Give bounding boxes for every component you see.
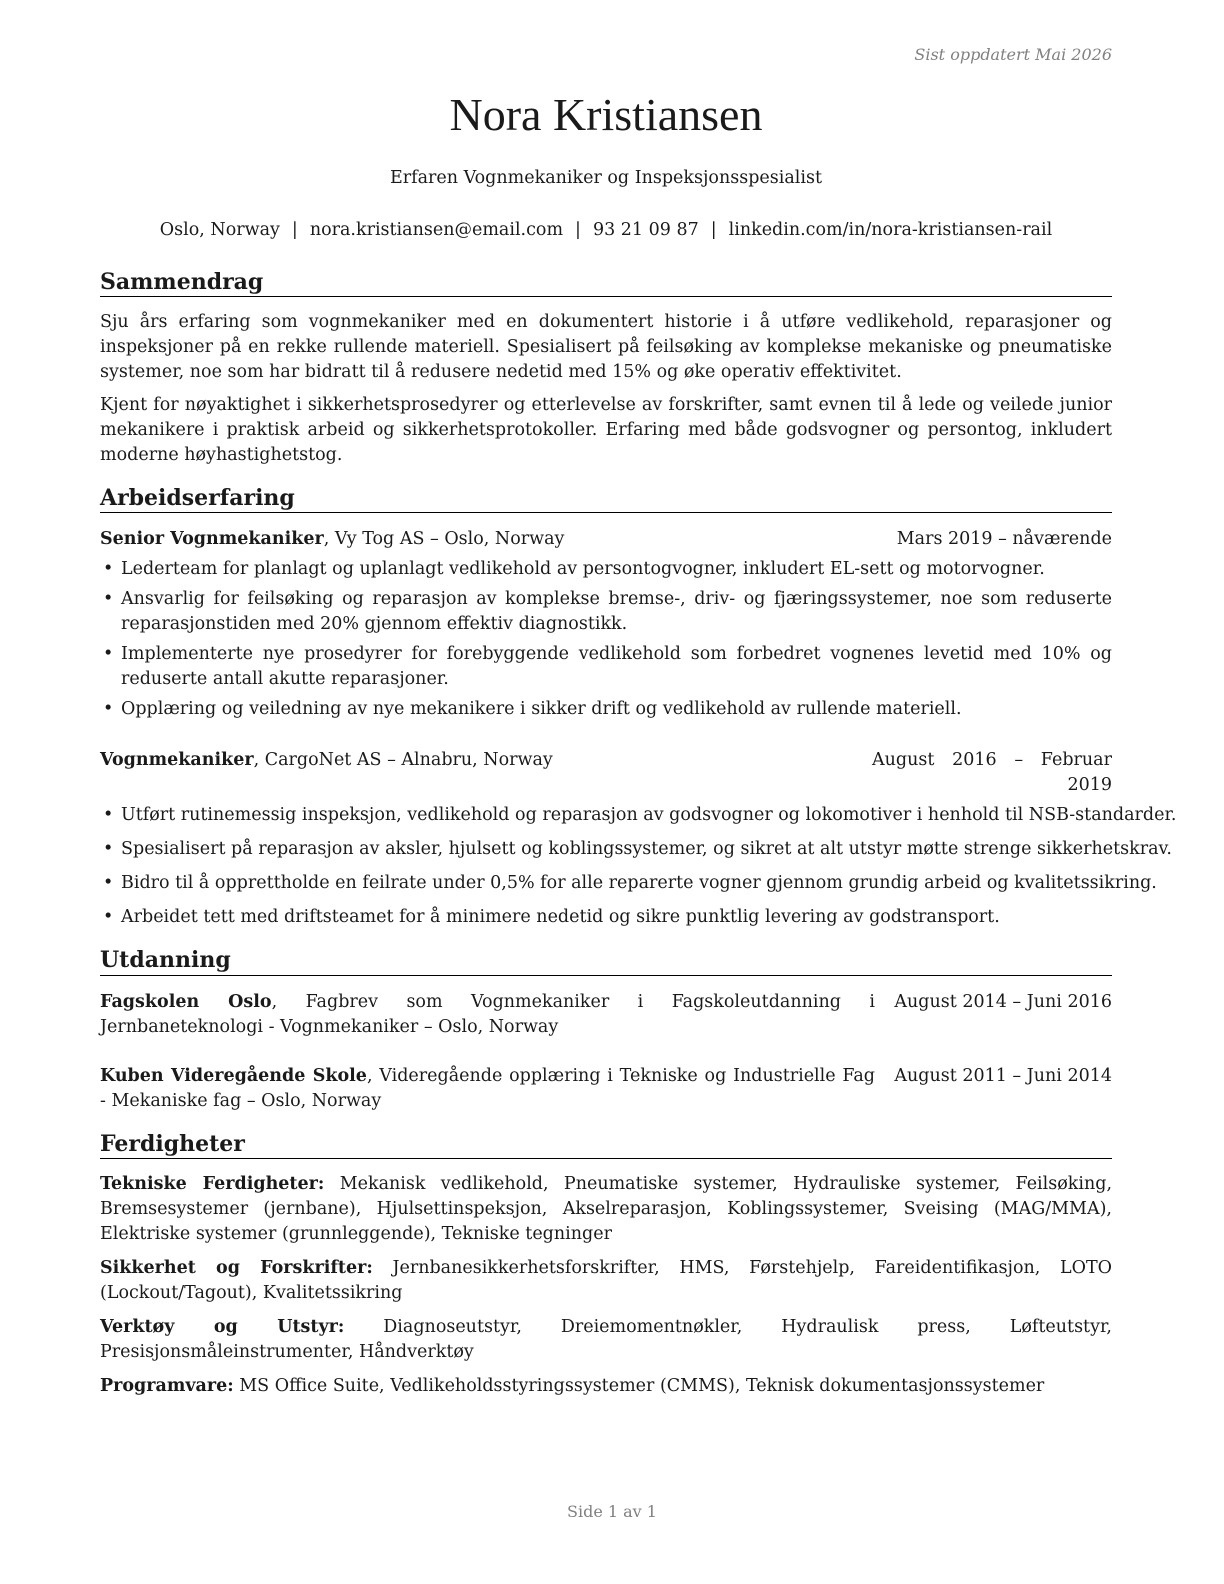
- skill-group: [100, 1374, 1112, 1399]
- skills-section: [100, 1132, 1112, 1399]
- page-number: Side 1 av 1: [567, 1502, 657, 1521]
- summary-paragraph: Sju års erfaring som vognmekaniker med en dokumentert historie i å utføre vedlikehold, reparasjoner og inspeksjoner på en rekke rullende materiell. Spesialisert på feilsøking av komplekse mekaniske og pneumatiske systemer, noe som har bidratt til å redusere nedetid med 15% og øke operativ effektivitet.: [100, 312, 1112, 383]
- skill-group: [100, 1315, 1112, 1365]
- list-item: • Opplæring og veiledning av nye mekanikere i sikker drift og vedlikehold av rullende materiell.: [100, 697, 1112, 722]
- experience-section: [100, 485, 1177, 930]
- list-item: • Implementerte nye prosedyrer for forebyggende vedlikehold som forbedret vognenes levetid med 10% og reduserte antall akutte reparasjoner.: [100, 642, 1112, 692]
- skill-label: Sikkerhet og Forskrifter:: [100, 1257, 373, 1278]
- list-item: • Lederteam for planlagt og uplanlagt vedlikehold av persontogvogner, inkludert EL-sett og motorvogner.: [100, 557, 1112, 582]
- list-item: • Ansvarlig for feilsøking og reparasjon av komplekse bremse-, driv- og fjæringssystemer, noe som reduserte reparasjonstiden med 20% gjennom effektiv diagnostikk.: [100, 587, 1112, 637]
- skill-text: Mekanisk vedlikehold, Pneumatiske systemer, Hydrauliske systemer, Feilsøking, Bremsesystemer (jernbane), Hjulsettinspeksjon, Akselreparasjon, Koblingssystemer, Sveising (MAG/MMA), Elektriske systemer (grunnleggende), Tekniske tegninger: [100, 1173, 1113, 1244]
- contact-phone: 93 21 09 87: [592, 220, 699, 240]
- education-dates: August 2011 – Juni 2014: [894, 1065, 1112, 1086]
- summary-paragraph: Kjent for nøyaktighet i sikkerhetsprosedyrer og etterlevelse av forskrifter, samt evnen til å lede og veilede junior mekanikere i praktisk arbeid og sikkerhetsprotokoller. Erfaring med både godsvogner og persontog, inkludert moderne høyhastighetstog.: [100, 395, 1112, 466]
- job-dates: Mars 2019 – nåværende: [896, 529, 1112, 550]
- education-dates: August 2014 – Juni 2016: [894, 991, 1112, 1012]
- education-section: [100, 948, 1112, 1113]
- contact-location: Oslo, Norway: [159, 220, 280, 240]
- contact-separator: |: [575, 220, 581, 240]
- skill-text: Diagnoseutstyr, Dreiemomentnøkler, Hydraulisk press, Løfteutstyr, Presisjonsmåleinstrumenter, Håndverktøy: [100, 1316, 1112, 1362]
- contact-separator: |: [710, 220, 717, 240]
- contact-linkedin[interactable]: linkedin.com/in/nora-kristiansen-rail: [728, 220, 1053, 240]
- education-program: , Fagbrev som Vognmekaniker i Fagskoleutdanning i Jernbaneteknologi - Vognmekaniker – Oslo, Norway: [100, 991, 875, 1037]
- skill-text: Jernbanesikkerhetsforskrifter, HMS, Førstehjelp, Fareidentifikasjon, LOTO (Lockout/Tagout), Kvalitetssikring: [100, 1257, 1112, 1303]
- summary-section: [100, 270, 1112, 468]
- contact-email[interactable]: nora.kristiansen@email.com: [309, 220, 564, 240]
- skill-group: [100, 1256, 1112, 1306]
- experience-title: Arbeidserfaring: [100, 486, 1112, 513]
- job-role: Senior Vognmekaniker: [100, 529, 324, 550]
- contact-line: [100, 220, 1112, 240]
- skill-label: Tekniske Ferdigheter:: [100, 1173, 325, 1194]
- list-item: • Arbeidet tett med driftsteamet for å minimere nedetid og sikre punktlig levering av godstransport.: [100, 905, 1112, 930]
- skill-label: Programvare:: [100, 1375, 234, 1396]
- last-updated: Sist oppdatert Mai 2026: [914, 45, 1112, 64]
- resume-body: [100, 269, 1177, 1417]
- job-entry: [100, 527, 1112, 722]
- job-title-line: [100, 748, 553, 798]
- school-name: Kuben Videregående Skole: [100, 1065, 367, 1086]
- summary-title: Sammendrag: [100, 270, 1112, 297]
- education-entry: [100, 990, 1112, 1040]
- education-entry: [100, 1064, 1112, 1114]
- skills-title: Ferdigheter: [100, 1132, 1112, 1159]
- job-company: , Vy Tog AS – Oslo, Norway: [323, 529, 565, 550]
- skill-text: MS Office Suite, Vedlikeholdsstyringssystemer (CMMS), Teknisk dokumentasjonssystemer: [233, 1375, 1045, 1396]
- job-company: , CargoNet AS – Alnabru, Norway: [253, 750, 553, 771]
- job-header: [100, 527, 1112, 552]
- education-detail: [100, 990, 875, 1040]
- school-name: Fagskolen Oslo: [100, 991, 272, 1012]
- education-title: Utdanning: [100, 948, 1112, 975]
- job-role: Vognmekaniker: [100, 750, 254, 771]
- job-bullets: [100, 557, 1112, 722]
- education-detail: [100, 1064, 875, 1114]
- job-title-line: [100, 527, 564, 552]
- job-header: [100, 748, 1112, 798]
- job-bullets: [100, 803, 1177, 930]
- candidate-name: Nora Kristiansen: [449, 89, 763, 140]
- job-entry: [100, 748, 1177, 930]
- education-program: , Videregående opplæring i Tekniske og Industrielle Fag - Mekaniske fag – Oslo, Norway: [100, 1065, 875, 1111]
- job-dates: August 2016 – Februar 2019: [872, 750, 1112, 796]
- contact-separator: |: [291, 220, 298, 240]
- list-item: • Spesialisert på reparasjon av aksler, hjulsett og koblingssystemer, og sikret at alt utstyr møtte strenge sikkerhetskrav.: [100, 837, 1112, 862]
- skill-label: Verktøy og Utstyr:: [100, 1316, 345, 1337]
- list-item: • Bidro til å opprettholde en feilrate under 0,5% for alle reparerte vogner gjennom grundig arbeid og kvalitetssikring.: [100, 871, 1112, 896]
- list-item: • Utført rutinemessig inspeksjon, vedlikehold og reparasjon av godsvogner og lokomotiver i henhold til NSB-standarder.: [100, 803, 1112, 828]
- skill-group: [100, 1172, 1112, 1247]
- tagline: Erfaren Vognmekaniker og Inspeksjonsspesialist: [390, 168, 822, 188]
